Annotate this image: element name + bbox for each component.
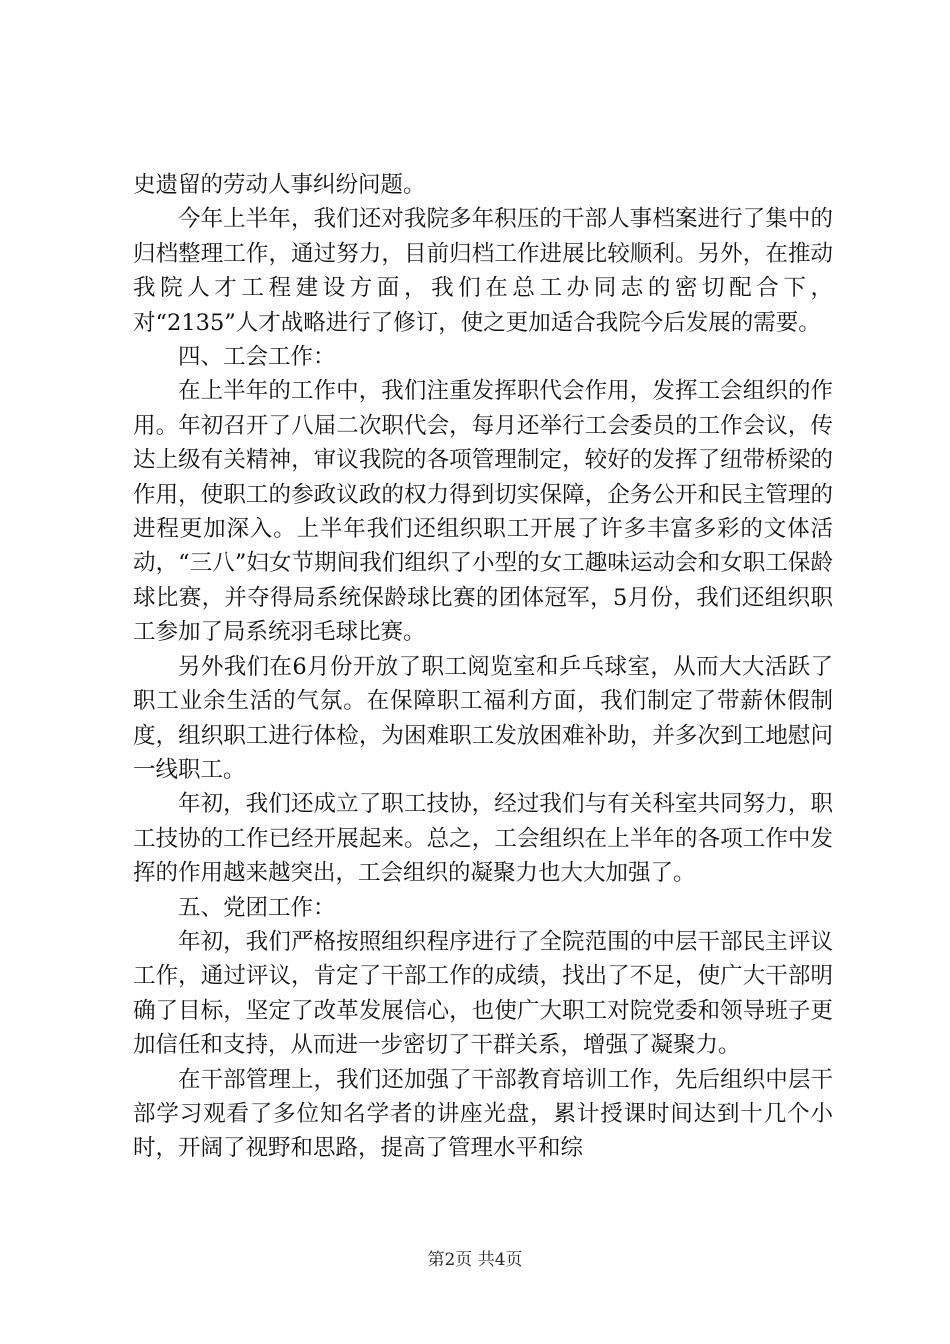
section-heading-party-work: 五、党团工作：: [178, 894, 336, 921]
paragraph-5: 年初，我们还成立了职工技协，经过我们与有关科室共同努力，职工技协的工作已经开展起来。总之，工会组织在上半年的各项工作中发挥的作用越来越突出，工会组织的凝聚力也大大加强了。: [133, 791, 833, 887]
section-heading-union-work: 四、工会工作：: [178, 344, 336, 371]
paragraph-1: 史遗留的劳动人事纠纷问题。: [133, 172, 426, 198]
paragraph-6: 年初，我们严格按照组织程序进行了全院范围的中层干部民主评议工作，通过评议，肯定了干部工作的成绩，找出了不足，使广大干部明确了目标，坚定了改革发展信心，也使广大职工对院党委和领导班子更加信任和支持，从而进一步密切了干群关系，增强了凝聚力。: [133, 928, 833, 1059]
paragraph-4: 另外我们在6月份开放了职工阅览室和乒乓球室，从而大大活跃了职工业余生活的气氛。在保障职工福利方面，我们制定了带薪休假制度，组织职工进行体检，为困难职工发放困难补助，并多次到工地慰问一线职工。: [133, 653, 833, 783]
document-body: [133, 168, 833, 1166]
paragraph-3: 在上半年的工作中，我们注重发挥职代会作用，发挥工会组织的作用。年初召开了八届二次职代会，每月还举行工会委员的工作会议，传达上级有关精神，审议我院的各项管理制定，较好的发挥了纽带桥梁的作用，使职工的参政议政的权力得到切实保障，企务公开和民主管理的进程更加深入。上半年我们还组织职工开展了许多丰富多彩的文体活动，“三八”妇女节期间我们组织了小型的女工趣味运动会和女职工保龄球比赛，并夺得局系统保龄球比赛的团体冠军，5月份，我们还组织职工参加了局系统羽毛球比赛。: [133, 378, 833, 646]
paragraph-2: 今年上半年，我们还对我院多年积压的干部人事档案进行了集中的归档整理工作，通过努力，目前归档工作进展比较顺利。另外，在推动我院人才工程建设方面，我们在总工办同志的密切配合下，对“2135”人才战略进行了修订，使之更加适合我院今后发展的需要。: [133, 206, 833, 336]
page-number-footer: 第2页 共4页: [427, 1250, 523, 1270]
paragraph-7: 在干部管理上，我们还加强了干部教育培训工作，先后组织中层干部学习观看了多位知名学者的讲座光盘，累计授课时间达到十几个小时，开阔了视野和思路，提高了管理水平和综: [133, 1066, 833, 1162]
